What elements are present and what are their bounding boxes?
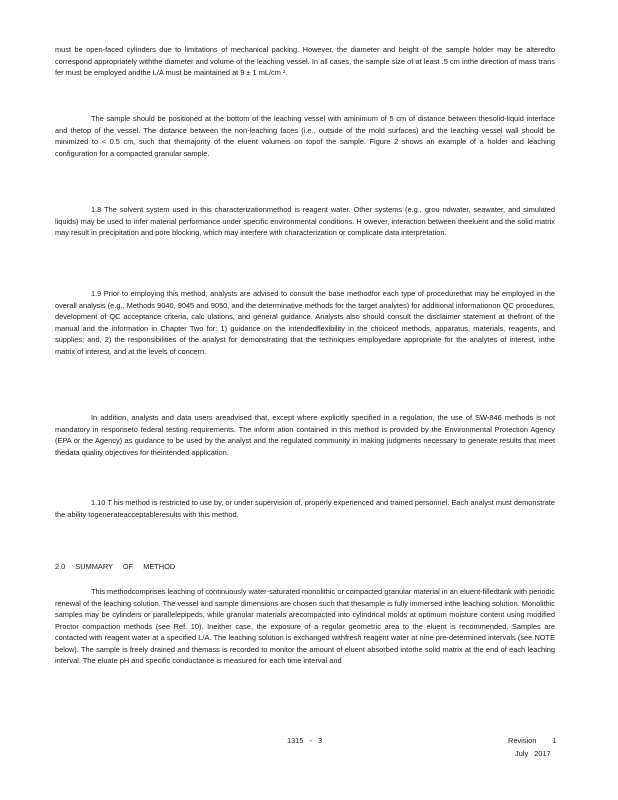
paragraph-summary: This methodcomprises leaching of continuously water-saturated monolithic or compacted granular material in an eluent-filledtank with periodic renewal of the leaching solution. The vessel and sample dimensions are chosen such that thesample is fully immersed inthe leaching solution. Monolithic samples may be cylinders or parallelepipeds, while granular materials arecompacted into cylindrical molds at optimum moisture content using modified Proctor compaction methods (see Ref. 10). Ineither case, the exposure of a regular geometric area to the eluent is recommended. Samples are contacted with reagent water at a specified L/A. The leaching solution is exchanged withfresh reagent water at nine pre-determined intervals (see NOTE below). The sample is freely drained and themass is recorded to monitor the amount of eluent absorbed intothe solid matrix at the end of each leaching interval. The eluate pH and specific conductance is measured for each time interval and [55, 587, 555, 665]
paragraph-1-8-solvent: 1.8 The solvent system used in this characterizationmethod is reagent water. Other systems (e.g., grou ndwater, seawater, and simulated liquids) may be used to infer material performance under specific environmental conditions. H owever, interaction between theeluent and the solid matrix may result in precipitation and pore blocking, which may interfere with characterization or complicate data interpretation. [55, 205, 555, 237]
section-heading: 2.0 SUMMARY OF METHOD [55, 562, 176, 571]
paragraph-sample-position: The sample should be positioned at the bottom of the leaching vessel with aminimum of 5 cm of distance between thesolid-liquid interface and thetop of the vessel. The distance between the non-leaching faces (i.e., outside of the mold surfaces) and the leaching vessel wall should be minimized to < 0.5 cm, such that themajority of the eluent volumeis on topof the sample. Figure 2 shows an example of a holder and leaching configuration for a compacted granular sample. [55, 114, 555, 158]
paragraph-1-10-restricted: 1.10 T his method is restricted to use by, or under supervision of, properly experienced and trained personnel. Each analyst must demonstrate the ability togenerateacceptableresults with this method. [55, 498, 555, 519]
page-number: 1315 - 3 [287, 736, 323, 745]
paragraph-1-9-prior: 1.9 Prior to employing this method, analysts are advised to consult the base methodfor each type of procedurethat may be employed in the overall analysis (e.g., Methods 9040, 9045 and 9050, and the determinative methods for the target analytes) for additional informationon QC procedures, development of QC acceptance criteria, calc ulations, and general guidance. Analysts also should consult the disclaimer statement at thefront of the manual and the information in Chapter Two for: 1) guidance on the intendedflexibility in the choiceof methods, apparatus, materials, reagents, and supplies; and, 2) the responsibilities of the analyst for demonstrating that the techniques employedare appropriate for the analytes of interest, inthe matrix of interest, and at the levels of concern. [55, 289, 555, 356]
paragraph-in-addition: In addition, analysts and data users areadvised that, except where explicitly specified in a regulation, the use of SW-846 methods is not mandatory in responseto federal testing requirements. The inform ation contained in this method is provided by the Environmental Protection Agency (EPA or the Agency) as guidance to be used by the analyst and the regulated community in making judgments necessary to generate results that meet thedata quality objectives for theintended application. [55, 413, 555, 457]
paragraph-sample-holder: must be open-faced cylinders due to limitations of mechanical packing. However, the diameter and height of the sample holder may be alteredto correspond appropriately withthe diameter and volume of the leaching vessel. In all cases, the sample size of at least .5 cm inthe direction of mass trans fer must be employed andthe L/A must be maintained at 9 ± 1 mL/cm ². [55, 45, 555, 77]
revision-label: Revision 1 [508, 736, 557, 745]
revision-date: July 2017 [515, 749, 551, 758]
